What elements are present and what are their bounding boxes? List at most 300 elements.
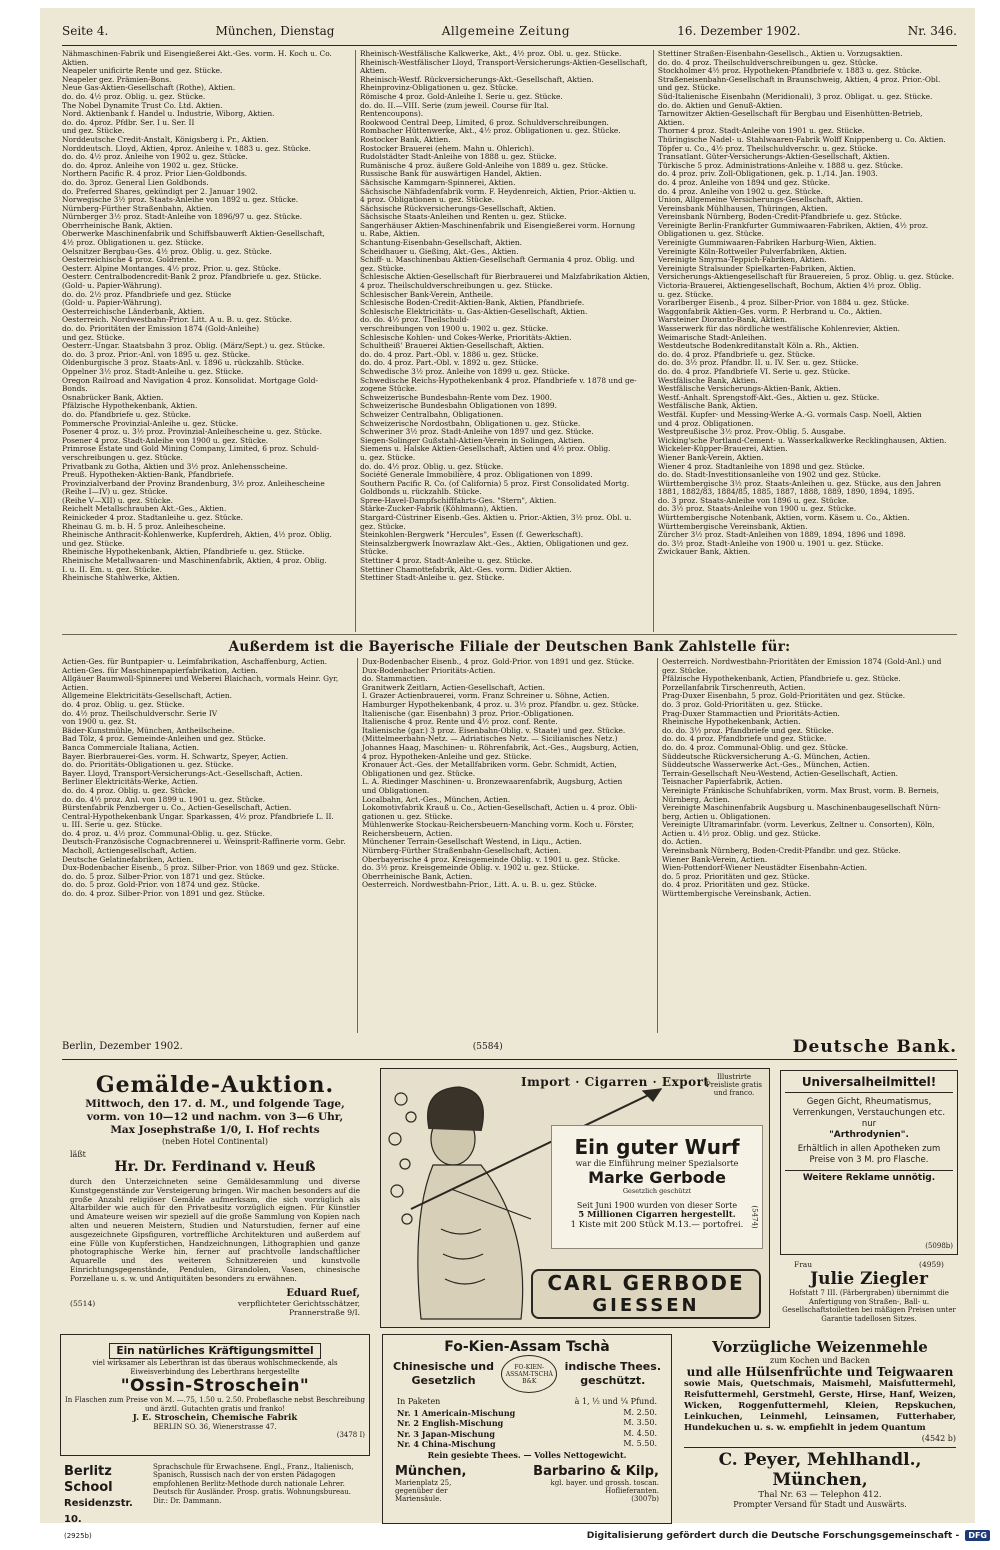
tea-ad [382,1334,672,1524]
list-item: (Mittelmeerbahn-Netz. — Adriatisches Netz. — Sicilianisches Netz.) [362,734,618,744]
notice-footer [62,1034,957,1060]
tea-protected-2: geschützt. [580,1374,646,1387]
mehl-firm: C. Peyer, Mehlhandl., München, [684,1447,956,1490]
list-item: Oberrheinische Bank, Actien. [362,871,473,881]
list-item: Vereinigte Köln-Rottweiler Pulverfabriken, Aktien. [657,246,847,256]
dfg-credit [560,1527,990,1543]
list-item: Porzellanfabrik Tirschenreuth, Actien. [662,682,806,692]
tea-left-1: Chinesische und [393,1360,495,1373]
tea-street-note: gegenüber der Mariensäule. [395,1486,448,1503]
kraft-address: BERLIN SO. 36, Wienerstrasse 47. [153,1423,277,1431]
list-item: do. 4 proz. Prioritäten und gez. Stücke. [662,880,810,890]
issue-number: Nr. 346. [907,23,957,38]
list-item: verschreibungen von 1900 u. 1902 u. gez. Stücke. [359,324,549,333]
list-item: Johannes Haag, Maschinen- u. Röhrenfabrik, Act.-Ges., Augsburg, Actien, [362,742,639,752]
list-item: Schwedische 3½ proz. Anleihe von 1899 u. gez. Stücke. [359,366,570,376]
tea-item [397,1439,657,1450]
gerbode-banner [531,1269,761,1319]
gerbode-brand: Marke Gerbode [588,1168,726,1187]
list-item: Nürnberger 3½ proz. Stadt-Anleihe von 1896/97 u. gez. Stücke. [62,212,303,222]
list-item: und Obligationen. [362,785,430,795]
list-item: Schweriner 3½ proz. Stadt-Anleihe von 1897 und gez. Stücke. [359,427,594,437]
list-item: Sangerhäuser Aktien-Maschinenfabrik und Eisengießerei vorm. Hornung [359,220,636,230]
list-item: do. do. 3proz. General Lien Goldbonds. [62,177,209,187]
list-item: verschreibungen u. gez. Stücke. [62,452,183,462]
list-item: Rheinau G. m. b. H. 5 proz. Anleihescheine. [62,521,226,531]
gerbode-cigar-ad [380,1068,770,1328]
list-item: Sächsische Nähfadenfabrik vorm. F. Heydenreich, Aktien, Prior.-Aktien u. [359,186,637,196]
list-item: Vereinigte Gummiwaaren-Fabriken Harburg-Wien, Aktien. [657,238,877,248]
list-item: do. do. 4 proz. Part.-Obl. v. 1886 u. gez. Stücke. [359,349,539,359]
universal-product: "Arthrodynien". [829,1130,909,1140]
gerbode-since: Seit Juni 1900 wurden von dieser Sorte [576,1201,738,1210]
list-item: Neapeler gez. Prämien-Bons. [62,74,172,84]
list-item: Rookwood Central Deep, Limited, 6 proz. Schuldverschreibungen. [359,117,609,127]
list-item: Rheinisch-Westfälische Kalkwerke, Akt., 4½ proz. Obl. u. gez. Stücke. [359,49,622,58]
mehl-head: und alle Hülsenfrüchte und Teigwaaren [686,1365,954,1379]
list-item: Bürstenfabrik Penzberger u. Co., Actien-Gesellschaft, Actien. [62,803,292,813]
list-item: Schweizer Centralbahn, Obligationen. [359,409,504,419]
mehl-sub: zum Kochen und Backen [770,1356,870,1365]
list-item: Oesterr. Centralbodencredit-Bank 2 proz. Pfandbriefe u. gez. Stücke. [62,272,322,282]
list-item: zogene Stücke. [359,384,418,394]
list-item: do. do. 4 proz. Pfandbriefe VI. Serie u. gez. Stücke. [657,366,851,376]
gerbode-text-panel [551,1125,763,1249]
tea-item [397,1408,657,1419]
list-item: do. 5 proz. Prioritäten und gez. Stücke. [662,871,810,881]
tea-right [565,1360,661,1388]
list-item: I. Grazer Actienbrauerei, vorm. Franz Schreiner u. Söhne, Actien. [362,691,610,701]
list-item: Allgäuer Baumwoll-Spinnerei und Weberei Blaichach, vormals Heinr. Gyr, [62,674,339,684]
ziegler-ad [780,1260,958,1340]
tea-item-price: M. 2.50. [623,1407,657,1417]
list-item: Berliner Elektricitäts-Werke, Actien. [62,777,199,787]
list-item: und gez. Stücke. [62,332,125,342]
list-item: Pfälzische Hypothekenbank, Actien, Pfandbriefe u. gez. Stücke. [662,674,901,684]
list-item: Deutsche Gelatinefabriken, Actien. [62,854,194,864]
list-item: Oesterreich. Nordwestbahn-Prior., Litt. A. u. B. u. gez. Stücke. [362,880,597,890]
list-item: Actien u. 4½ proz. Oblig. und gez. Stücke. [662,828,821,838]
list-item: do. 3½ proz. Staats-Anleihe von 1900 u. gez. Stücke. [657,504,857,514]
footer-number: (5584) [472,1041,503,1052]
city-day: München, Dienstag [215,23,335,38]
list-item: 4½ proz. Obligationen u. gez. Stücke. [62,238,204,248]
auction-address-note: (neben Hotel Continental) [162,1137,268,1146]
list-item: Oesterreichische Länderbank, Aktien. [62,306,205,316]
list-item: Steinkohlen-Bergwerk "Hercules", Essen (f. Gewerkschaft). [359,530,584,540]
list-item: gez. Stücke. [662,665,708,675]
list-item: Vereinigte Stralsunder Spielkarten-Fabriken, Aktien. [657,263,856,273]
list-item: do. 3½ proz. Stadt-Anleihe von 1900 u. 1901 u. gez. Stücke. [657,538,884,548]
list-item: Actien-Ges. für Buntpapier- u. Leimfabrikation, Aschaffenburg, Actien. [62,657,328,666]
list-item: Türkische 5 proz. Administrations-Anleihe v. 1888 u. gez. Stücke. [657,160,903,170]
list-item: Oesterreich. Nordwestbahn-Prioritäten der Emission 1874 (Gold-Anl.) und [662,657,942,666]
list-item: do. 3 proz. Gold-Prioritäten u. gez. Stücke. [662,699,823,709]
list-item: Vereinigte Fränkische Schuhfabriken, vorm. Max Brust, vorm. B. Berneis, [662,785,940,795]
list-item: Rheinisch-Westf. Rückversicherungs-Akt.-Gesellschaft, Aktien. [359,74,594,84]
list-item: Northern Pacific R. 4 proz. Prior Lien-Goldbonds. [62,169,248,179]
list-item: Macholl, Actiengesellschaft, Actien. [62,846,197,856]
tea-ref: (3007b) [631,1494,659,1503]
tea-firm: Barbarino & Kilp, [533,1463,659,1479]
list-item: Vereinsbank Mühlhausen, Thüringen, Aktien. [657,203,828,213]
list-item: Oesterr. Alpine Montanges. 4½ proz. Prior. u. gez. Stücke. [62,263,281,273]
tea-price-list [387,1397,667,1450]
tea-court: kgl. bayer. und grossh. toscan. Hoflieferanten. [550,1478,659,1495]
list-item: Nürnberg-Fürther Straßenbahn-Gesellschaft, Actien. [362,846,561,856]
list-item: Stettiner 4 proz. Stadt-Anleihe u. gez. Stücke. [359,556,533,566]
list-item: Süd-Italienische Eisenbahn (Meridionali), 3 proz. Obligat. u. gez. Stücke. [657,91,933,101]
universal-ref: (5098b) [925,1242,953,1250]
gerbode-ref: (5474) [750,1205,759,1229]
universal-title: Universalheilmittel! [785,1075,953,1093]
tea-item-name: Nr. 1 Americain-Mischung [397,1407,516,1418]
mehl-address: Thal Nr. 63 — Telephon 412. [758,1490,882,1500]
list-item: Obligationen u. gez. Stücke. [657,229,764,239]
list-item: Westpreußische 3½ proz. Prov.-Oblig. 5. Ausgabe. [657,427,846,437]
list-item: do. do. 4 proz. Pfandbriefe u. gez. Stücke. [657,349,816,359]
list-item: do. do. 4 proz. Silber-Prior. von 1891 und gez. Stücke. [62,889,265,899]
securities-column-2 [360,50,654,632]
auction-signer: Eduard Ruef, [286,1287,360,1299]
list-item: do. 3½ proz. Kreisgemeinde Oblig. v. 1902 u. gez. Stücke. [362,863,580,873]
list-item: Vorarlberger Eisenb., 4 proz. Silber-Prior. von 1884 u. gez. Stücke. [657,298,910,308]
list-item: Bad Tölz, 4 proz. Gemeinde-Anleihen und gez. Stücke. [62,734,266,744]
list-item: Obligationen und gez. Stücke. [362,768,476,778]
auction-ref: (5514) [70,1298,96,1308]
list-item: (Reihe V—XII) u. gez. Stücke. [62,495,174,505]
list-item: Württembergische 3½ proz. Staats-Anleihen u. gez. Stücke, aus den Jahren [657,478,941,488]
list-item: do. do. 4½ proz. Theilschuld- [359,315,469,325]
list-item: L. A. Riedinger Maschinen- u. Bronzewaarenfabrik, Augsburg, Actien [362,777,623,787]
flour-ad [680,1334,960,1524]
list-item: do. do. 4½ proz. Anl. von 1899 u. 1901 u. gez. Stücke. [62,794,265,804]
list-item: Vereinsbank Nürnberg, Boden-Credit-Pfandbriefe u. gez. Stücke. [657,212,902,222]
list-item: do. do. Prioritäten der Emission 1874 (Gold-Anleihe) [62,324,260,333]
list-item: Kronauer Act.-Ges. der Metallfabriken vorm. Gebr. Schmidt, Actien, [362,760,617,770]
paying-agent-column-3 [662,658,957,1033]
list-item: do. Preferred Shares, gekündigt per 2. Januar 1902. [62,186,258,196]
list-item: Oesterreich. Nordwestbahn-Prior. Litt. A u. B. u. gez. Stücke. [62,315,292,325]
list-item: Oberrheinische Bank, Aktien. [62,220,173,230]
list-item: Provinzialverband der Provinz Brandenburg, 3½ proz. Anleihescheine [62,478,325,488]
gerbode-price-list-note: Illustrirte Preisliste gratis und franco. [706,1073,762,1097]
list-item: Aktien. [657,117,685,127]
list-item: gez. Stücke. [359,263,406,273]
list-item: Russische Bank für auswärtigen Handel, Aktien. [359,169,542,179]
mehl-versand: Prompter Versand für Stadt und Auswärts. [733,1500,907,1509]
list-item: do. 3 proz. Staats-Anleihe von 1896 u. gez. Stücke. [657,495,849,505]
list-item: do. Stammactien. [362,674,428,684]
kraft-title: Ein natürliches Kräftigungsmittel [109,1343,320,1359]
list-item: Granitwerk Zeitlarn, Actien-Gesellschaft, Actien. [362,682,546,692]
list-item: Rostocker Bank, Aktien. [359,134,451,144]
list-item: Actien-Ges. für Maschinenpapierfabrikation, Actien. [62,665,258,675]
list-item: Schiff- u. Maschinenbau Aktien-Gesellschaft Germania 4 proz. Oblig. und [359,255,635,265]
list-item: Italienische 4 proz. Rente und 4½ proz. conf. Rente. [362,717,558,727]
list-item: Société Generale Immobilière, 4 proz. Obligationen von 1899. [359,470,593,480]
securities-list [62,50,957,632]
list-item: Aktien. [359,66,387,76]
gerbode-intro: war die Einführung meiner Spezialsorte [575,1159,739,1168]
list-item: Töpfer u. Co., 4½ proz. Theilschuldverschr. u. gez. Stücke. [657,143,878,153]
list-item: Rheinisch-Westfälischer Lloyd, Transport-Versicherungs-Aktien-Gesellschaft, [359,57,648,67]
list-item: Union, Allgemeine Versicherungs-Gesellschaft, Aktien. [657,195,863,205]
list-item: do. do. Stadt-Investitionsanleihe von 1902 und gez. Stücke. [657,470,881,480]
list-item: Württembergische Vereinsbank, Actien. [662,889,812,899]
list-item: Neue Gas-Aktien-Gesellschaft (Rothe), Aktien. [62,83,236,93]
ziegler-frau: Frau [794,1260,813,1269]
list-item: Rumänische 4 proz. äußere Gold-Anleihe von 1889 u. gez. Stücke. [359,160,609,170]
list-item: do. do. Prioritäts-Obligationen u. gez. Stücke. [62,760,234,770]
tea-label-logo: FO-KIEN-ASSAM-TSCHÀ B&K [501,1355,557,1393]
list-item: (Gold- u. Papier-Währung). [62,298,162,308]
list-item: und 4 proz. Obligationen. [657,418,754,428]
list-item: Schweizerische Bundesbahn-Rente vom Dez. 1900. [359,392,552,402]
auction-dates: Mittwoch, den 17. d. M., und folgende Tage, [85,1098,345,1110]
tea-item-name: Nr. 4 China-Mischung [397,1439,496,1449]
mehl-body: sowie Mais, Quetschmais, Maismehl, Maisfuttermehl, Reisfuttermehl, Gerstmehl, Gerste, Hirse, Hanf, Weizen, Wicken, Roggenfuttermehl, Kleien, Repskuchen, Leinkuchen, Leinmehl, Leinsamen, Futterhaber, Hundekuchen u. s. w. empfiehlt in jedem Quantum [684,1379,956,1433]
list-item: Sächsische Rückversicherungs-Gesellschaft, Aktien. [359,203,556,213]
list-item: Schwedische Reichs-Hypothekenbank 4 proz. Pfandbriefe v. 1878 und ge- [359,375,637,385]
list-item: Württembergische Vereinsbank, Aktien. [657,521,808,531]
mehl-ref: (4542 b) [921,1434,956,1443]
list-item: Waggonfabrik Aktien-Ges. vorm. P. Herbrand u. Co., Aktien. [657,306,883,316]
list-item: Süddeutsche Rückversicherung A.-G. München, Actien. [662,751,871,761]
list-item: do. do. 4 proz. Communal-Oblig. und gez. Stücke. [662,742,849,752]
list-item: Stargard-Cüstriner Eisenb.-Ges. Aktien u. Prior.-Aktien, 3½ proz. Obl. u. [359,513,632,523]
list-item: gez. Stücke. [359,521,406,531]
list-item: Stettiner Straßen-Eisenbahn-Gesellsch., Aktien u. Vorzugsaktien. [657,49,903,58]
gerbode-headline: Ein guter Wurf [574,1135,740,1159]
tea-right-1: indische Thees. [564,1360,661,1373]
tea-rein: Rein gesiebte Thees. — Volles Nettogewicht. [427,1449,627,1460]
list-item: Oelsnitzer Bergbau-Ges. 4½ proz. Oblig. u. gez. Stücke. [62,246,272,256]
list-item: do. 4½ proz. Theilschuldverschr. Serie IV [62,708,218,718]
list-item: Zwickauer Bank, Aktien. [657,547,751,557]
list-item: Weimarische Stadt-Anleihen. [657,332,767,342]
list-item: Rheinische Anthracit-Kohlenwerke, Kupferdreh, Aktien, 4½ proz. Oblig. [62,530,332,540]
berlitz-logo-address: Residenzstr. 10. [64,1498,133,1525]
list-item: do. do. 5 proz. Silber-Prior. von 1871 und gez. Stücke. [62,871,265,881]
list-item: 4 proz. Hypotheken-Anleihe und gez. Stücke. [362,751,532,761]
securities-column-1 [62,50,356,632]
universal-remedy-ad [780,1070,958,1255]
list-item: Posener 4 proz. u. 3½ proz. Provinzial-Anleihescheine u. gez. Stücke. [62,427,322,437]
kraft-packaging: In Flaschen zum Preise von M. —.75, 1.50 u. 2.50. Probeflasche nebst Beschreibung und ärztl. Gutachten gratis und franko! [65,1396,365,1413]
list-item: do. 4 proz. Anleihe von 1894 und gez. Stücke. [657,177,831,187]
paying-agent-list [62,658,957,1033]
list-item: Bonds. [62,384,88,394]
list-item: Rheinprovinz-Obligationen u. gez. Stücke. [359,83,519,93]
gerbode-import-line: Import · Cigarren · Export [521,1075,710,1089]
list-item: Nürnberg-Fürther Straßenbahn, Aktien. [62,203,213,213]
section-heading: Außerdem ist die Bayerische Filiale der Deutschen Bank Zahlstelle für: [62,634,957,656]
list-item: Posener 4 proz. Stadt-Anleihe von 1900 u. gez. Stücke. [62,435,269,445]
paying-agent-column-1 [62,658,358,1033]
list-item: Norddeutsche Credit-Anstalt, Königsberg i. Pr., Aktien. [62,134,269,144]
list-item: Nord. Aktienbank f. Handel u. Industrie, Wiborg, Aktien. [62,109,275,119]
auction-signer-address: Prannerstraße 9/I. [288,1307,360,1317]
list-item: Vereinsbank Nürnberg, Boden-Credit-Pfandbr. und gez. Stücke. [662,846,901,856]
tea-item [397,1429,657,1440]
list-item: Sächsische Staats-Anleihen und Renten u. gez. Stücke. [359,212,567,222]
list-item: Italienische (gar.) 3 proz. Eisenbahn-Oblig. v. Staate) und gez. Stücke. [362,725,626,735]
list-item: Central-Hypothekenbank Ungar. Sparkassen, 4½ proz. Pfandbriefe L. II. [62,811,334,821]
list-item: Wiener Bank-Verein, Actien. [662,854,768,864]
list-item: Schlesische Elektricitäts- u. Gas-Aktien-Gesellschaft, Aktien. [359,306,588,316]
tea-item-name: Nr. 3 Japan-Mischung [397,1428,495,1439]
list-item: Victoria-Brauerei, Aktiengesellschaft, Bochum, Aktien 4½ proz. Oblig. [657,281,922,291]
list-item: Zürcher 3½ proz. Stadt-Anleihen von 1889, 1894, 1896 und 1898. [657,530,906,540]
list-item: Münchener Terrain-Gesellschaft Westend, in Liqu., Actien. [362,837,582,847]
list-item: Aktien. [62,57,89,67]
list-item: Schlesischer Bank-Verein, Antheile. [359,289,494,299]
list-item: Rheinische Metallwaaren- und Maschinenfabrik, Aktien, 4 proz. Oblig. [62,556,327,566]
list-item: Stettiner Stadt-Anleihe u. gez. Stücke. [359,573,505,583]
list-item: do. do. 4½ proz. Oblig. u. gez. Stücke. [359,461,504,471]
list-item: Sächsische Kammgarn-Spinnerei, Aktien. [359,177,516,187]
list-item: Hamburger Hypothekenbank, 4 proz. u. 3½ proz. Pfandbr. u. gez. Stücke. [362,699,639,709]
securities-column-3 [658,50,957,632]
kraft-ref: (3478 I) [336,1431,365,1439]
auction-owner: Hr. Dr. Ferdinand v. Heuß [114,1159,316,1175]
list-item: Schultheiß' Brauerei Aktien-Gesellschaft, Aktien. [359,341,545,351]
list-item: do. do. 4proz. Anleihe von 1902 u. gez. Stücke. [62,160,239,170]
list-item: do. do. 4 proz. Oblig. u. gez. Stücke. [62,785,199,795]
list-item: Siemens u. Halske Aktien-Gesellschaft, Aktien und 4½ proz. Oblig. [359,444,611,454]
mehl-title: Vorzügliche Weizenmehle [712,1338,928,1356]
list-item: Italienische (gar. Eisenbahn) 3 proz. Prior.-Obligationen. [362,708,574,718]
list-item: Oesterr.-Ungar. Staatsbahn 3 proz. Oblig. (März/Sept.) u. gez. Stücke. [62,341,325,351]
dfg-text: Digitalisierung gefördert durch die Deutsche Forschungsgemeinschaft - [586,1529,960,1541]
list-item: Schlesische Aktien-Gesellschaft für Bierbrauerei und Malzfabrikation Aktien, [359,272,650,282]
auction-hours: vorm. von 10—12 und nachm. von 3—6 Uhr, [86,1111,344,1123]
list-item: Schlesische Boden-Credit-Aktien-Bank, Aktien, Pfandbriefe. [359,298,585,308]
list-item: do. do. 3 proz. Prior.-Anl. von 1895 u. gez. Stücke. [62,349,251,359]
universal-body: Gegen Gicht, Rheumatismus, Verrenkungen, Verstauchungen etc. nur [792,1097,946,1129]
list-item: Westdeutsche Bodenkreditanstalt Köln a. Rh., Aktien. [657,341,859,351]
footer-signature: Deutsche Bank. [792,1036,957,1057]
list-item: Wien-Pottendorf-Wiener Neustädter Eisenbahn-Actien. [662,863,868,873]
tea-item-price: M. 5.50. [623,1439,657,1448]
list-item: Reichelt Metallschrauben Akt.-Ges., Aktien. [62,504,227,514]
list-item: Vereinigte Smyrna-Teppich-Fabriken, Aktien. [657,255,827,265]
list-item: I. u. II. Em. u. gez. Stücke. [62,564,163,574]
list-item: Vereinigte Ultramarinfabr. (vorm. Leverkus, Zeltner u. Consorten), Köln, [662,820,935,830]
gerbode-banner-name: CARL GERBODE [547,1271,745,1295]
list-item: Oberbayerische 4 proz. Kreisgemeinde Oblig. v. 1901 u. gez. Stücke. [362,854,621,864]
list-item: Westfälische Bank, Aktien. [657,401,758,411]
list-item: do. do. 3½ proz. Pfandbr. II. u. IV. Ser. u. gez. Stücke. [657,358,859,368]
list-item: do. do. 4proz. Pfdbr. Ser. I u. Ser. II [62,117,195,127]
list-item: Dux-Bodenbacher Eisenb., 5 proz. Silber-Prior. von 1869 und gez. Stücke. [62,863,340,873]
list-item: Vereinigte Berlin-Frankfurter Gummiwaaren-Fabriken, Aktien, 4½ proz. [657,220,929,230]
list-item: Rudolstädter Stadt-Anleihe von 1888 u. gez. Stücke. [359,152,557,162]
list-item: do. do. Aktien und Genuß-Aktien. [657,100,783,110]
paying-agent-column-2 [362,658,658,1033]
list-item: (Gold- u. Papier-Währung). [62,281,162,291]
list-item: und gez. Stücke. [62,126,125,136]
list-item: Prag-Duxer Stammactien und Prioritäts-Actien. [662,708,840,718]
list-item: Oldenburgische 3 proz. Staats-Anl. v. 1896 u. rückzahlb. Stücke. [62,358,304,368]
list-item: Siegen-Solinger Gußstahl-Aktien-Verein in Solingen, Aktien. [359,435,585,445]
list-item: u. Rabe, Aktien. [359,229,420,239]
auction-label: läßt [70,1150,86,1159]
tea-item [397,1418,657,1429]
gerbode-protected: Gesetzlich geschützt [622,1187,692,1195]
list-item: und gez. Stücke. [657,83,721,93]
paper-title: Allgemeine Zeitung [441,23,571,38]
list-item: 4 proz. Obligationen u. gez. Stücke. [359,195,495,205]
list-item: Pfälzische Hypothekenbank, Aktien. [62,401,198,411]
ziegler-ref: (4959) [919,1260,944,1269]
list-item: Versicherungs-Aktiengesellschaft für Brauereien, 5 proz. Oblig. u. gez. Stücke. [657,272,954,282]
list-item: Mühlenwerke Stockau-Reichersbeuern-Manching vorm. Koch u. Förster, [362,820,634,830]
list-item: Actien. [62,682,89,692]
list-item: Rheinische Hypothekenbank, Aktien, Pfandbriefe u. gez. Stücke. [62,547,305,557]
list-item: Teisnacher Papierfabrik, Actien. [662,777,783,787]
list-item: do. do. 4½ proz. Anleihe von 1902 u. gez. Stücke. [62,152,248,162]
list-item: Stücke. [359,547,389,557]
list-item: u. gez. Stücke. [657,289,714,299]
page-number: Seite 4. [62,23,109,38]
list-item: Spree-Havel-Dampfschifffahrts-Ges. "Stern", Aktien. [359,495,557,505]
tea-pack-sizes: à 1, ½ und ¼ Pfund. [574,1397,657,1406]
list-item: Stärke-Zucker-Fabrik (Köhlmann), Aktien. [359,504,518,514]
list-item: Oppelner 3½ proz. Stadt-Anleihe u. gez. Stücke. [62,366,244,376]
list-item: do. 4 proz. Anleihe von 1902 u. gez. Stücke. [657,186,823,196]
list-item: Allgemeine Elektricitäts-Gesellschaft, Actien. [62,691,232,701]
list-item: Süddeutsche Wasserwerke Act.-Ges., München, Actien. [662,760,870,770]
list-item: Wiener Bank-Verein, Aktien. [657,452,764,462]
list-item: Westf.-Anhalt. Sprengstoff-Akt.-Ges., Aktien u. gez. Stücke. [657,392,880,402]
list-item: Prag-Duxer Eisenbahn, 5 proz. Gold-Prioritäten und gez. Stücke. [662,691,906,701]
list-item: Schantung-Eisenbahn-Gesellschaft, Aktien. [359,238,522,248]
ossin-stroschein-ad [60,1334,370,1456]
list-item: Württembergische Notenbank, Aktien, vorm. Käsem u. Co., Aktien. [657,513,910,523]
list-item: Reinickeder 4 proz. Stadtanleihe u. gez. Stücke. [62,513,243,523]
list-item: do. do. II.—VIII. Serie (zum jeweil. Course für Ital. [359,100,549,110]
page-header [62,16,957,46]
list-item: The Nobel Dynamite Trust Co. Ltd. Aktien. [62,100,223,110]
list-item: do. do. 4½ proz. Oblig. u. gez. Stücke. [62,91,206,101]
list-item: do. do. 5 proz. Gold-Prior. von 1874 und gez. Stücke. [62,880,260,890]
universal-availability: Erhältlich in allen Apotheken zum Preise von 3 M. pro Flasche. [797,1144,941,1165]
list-item: Thorner 4 proz. Stadt-Anleihe von 1901 u. gez. Stücke. [657,126,865,136]
list-item: und gez. Stücke. [62,538,125,548]
list-item: Bayer. Lloyd, Transport-Versicherungs-Act.-Gesellschaft, Actien. [62,768,303,778]
list-item: Römische 4 proz. Gold-Anleihe I. Serie u. gez. Stücke. [359,91,563,101]
list-item: Dux-Bodenbacher Prioritäts-Actien. [362,665,496,675]
list-item: Vereinigte Maschinenfabrik Augsburg u. Maschinenbaugesellschaft Nürn- [662,803,941,813]
list-item: Scheidhauer u. Gießing, Akt.-Ges., Aktien. [359,246,519,256]
list-item: Dux-Bodenbacher Eisenb., 4 proz. Gold-Prior. von 1891 und gez. Stücke. [362,657,635,666]
list-item: Goldbonds u. rückzahlb. Stücke. [359,487,482,497]
auction-address: Max Josephstraße 1/0, I. Hof rechts [110,1124,320,1136]
list-item: Wickeler-Küpper-Brauerei, Aktien. [657,444,788,454]
tea-pack-label: In Paketen [397,1397,441,1406]
list-item: Privatbank zu Gotha, Aktien und 3½ proz. Anlehensscheine. [62,461,288,471]
list-item: Rostocker Brauerei (ehem. Mahn u. Ohlerich). [359,143,535,153]
auction-text: durch den Unterzeichneten seine Gemäldesammlung und diverse Kunstgegenstände zur Versteigerung bringen. Wir machen besonders auf die große Anzahl religiöser Gemälde aufmerksam, die sich vorzüglich als Altarbilder wie auch für den Privatbesitz vorzüglich eignen. Für Künstler und Amateure weisen wir speziell auf die große Sammlung von Kopien nach alten und neueren Meistern, Studien und Naturstudien, ferner auf eine ausgezeichnete Gipsfiguren, vortreffliche Architekturen und außerdem auf eine Fülle von Kupferstichen, Handzeichnungen, Lithographien und ganze photographische Werke hin, ferner auf prachtvolle landschaftlicher Aquarelle und des weiteren Schnitzereien und kunstvolle Einrichtungsgegenstände, Pendulen, Girandolen, Vasen, chinesische Porzellane u. s. w. und Antiquitäten besonders zu erwähnen. [70,1177,360,1283]
tea-street: Marienplatz 25, [395,1478,452,1487]
issue-date: 16. Dezember 1902. [677,23,801,38]
list-item: Schweizerische Bundesbahn Obligationen von 1899. [359,401,557,411]
list-item: do. 4 proz. u. 4½ proz. Communal-Oblig. u. gez. Stücke. [62,828,273,838]
list-item: Schlesische Kohlen- und Cokes-Werke, Prioritäts-Aktien. [359,332,572,342]
auction-ad [60,1066,370,1321]
